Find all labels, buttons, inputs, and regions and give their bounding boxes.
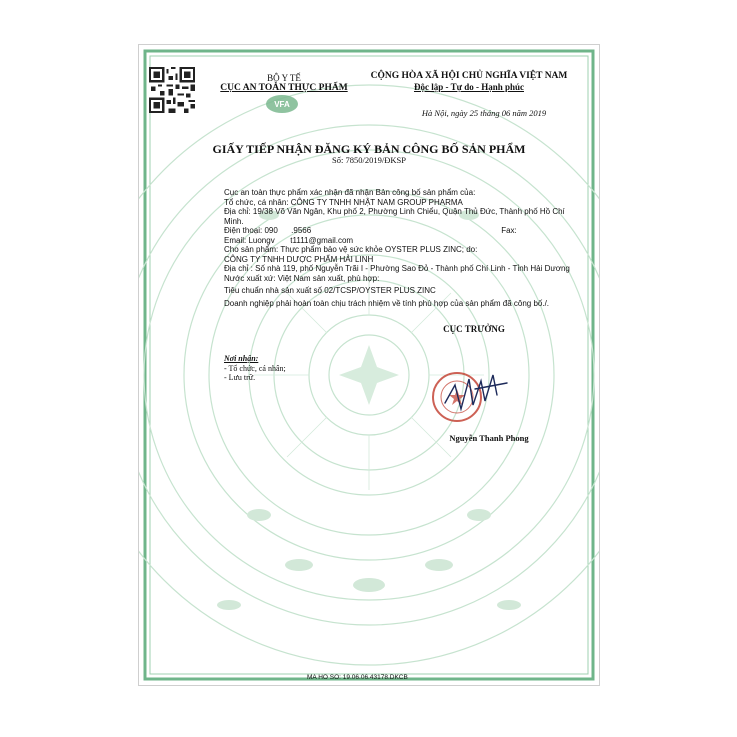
national-header bbox=[344, 71, 594, 92]
ministry-name: BỘ Y TẾ bbox=[267, 73, 301, 83]
issue-date: Hà Nội, ngày 25 tháng 06 năm 2019 bbox=[421, 108, 547, 118]
contact-email-row bbox=[224, 236, 574, 246]
registration-code: MA HO SO: 19.06.06.43178.DKCB bbox=[307, 674, 408, 681]
responsibility-line: Doanh nghiệp phải hoàn toàn chịu trách nhiệm về tính phù hợp của sản phẩm đã công bố./. bbox=[224, 298, 550, 308]
manufacturer-address: Địa chỉ : Số nhà 119, phố Nguyễn Trãi I - Phường Sao Đỏ - Thành phố Chí Linh - Tỉnh Hải Dương bbox=[224, 264, 570, 273]
national-motto: Độc lập - Tự do - Hạnh phúc bbox=[413, 82, 524, 92]
document-title: GIẤY TIẾP NHẬN ĐĂNG KÝ BẢN CÔNG BỐ SẢN PHẨM bbox=[212, 142, 526, 156]
phone-label: Điện thoại: 090 bbox=[224, 226, 278, 235]
document-number: Số: 7850/2019/ĐKSP bbox=[332, 155, 406, 165]
standard-line: Tiêu chuẩn nhà sản xuất số 02/TCSP/OYSTER PLUS ZINC bbox=[224, 286, 436, 295]
official-seal-icon bbox=[427, 365, 517, 425]
phone-value: .9566 bbox=[291, 226, 312, 235]
contact-phone-row bbox=[224, 226, 574, 236]
certificate-body bbox=[224, 188, 574, 308]
signature-stroke bbox=[445, 375, 507, 409]
recipient-item: - Tổ chức, cá nhân; bbox=[224, 363, 286, 373]
product-line: Cho sản phẩm: Thực phẩm bảo vệ sức khỏe OYSTER PLUS ZINC; do: bbox=[224, 245, 478, 254]
email-value: t1111@gmail.com bbox=[290, 235, 354, 245]
logo-text: VFA bbox=[274, 100, 290, 109]
recipients-heading: Nơi nhận: bbox=[224, 354, 259, 363]
decorative-border bbox=[139, 45, 599, 685]
recipients-block bbox=[224, 354, 286, 383]
email-label: Email: Luongv bbox=[224, 235, 275, 245]
agency-name: CỤC AN TOÀN THỰC PHẨM bbox=[220, 83, 348, 93]
manufacturer-name: CÔNG TY TNHH DƯỢC PHẨM HẢI LINH bbox=[224, 254, 374, 264]
signer-name: Nguyễn Thanh Phong bbox=[449, 433, 529, 443]
signer-title: CỤC TRƯỞNG bbox=[443, 324, 505, 334]
issuer-header bbox=[209, 73, 359, 93]
intro-text: Cục an toàn thực phẩm xác nhận đã nhận Bản công bố sản phẩm của: bbox=[224, 188, 476, 197]
origin-line: Nước xuất xứ: Việt Nam sản xuất, phù hợp: bbox=[224, 273, 380, 283]
organization-address: Địa chỉ: 19/38 Võ Văn Ngân, Khu phố 2, Phường Linh Chiểu, Quận Thủ Đức, Thành phố Hồ Chí Minh. bbox=[224, 207, 565, 226]
fax-label: Fax: bbox=[501, 226, 517, 235]
agency-logo-icon bbox=[265, 94, 299, 114]
country-name: CỘNG HÒA XÃ HỘI CHỦ NGHĨA VIỆT NAM bbox=[370, 71, 568, 81]
organization-line: Tổ chức, cá nhân: CÔNG TY TNHH NHẬT NAM GROUP PHARMA bbox=[224, 197, 463, 207]
recipient-item: - Lưu trữ. bbox=[224, 373, 256, 382]
certificate-sheet bbox=[138, 44, 600, 686]
qr-code-icon bbox=[149, 67, 195, 113]
